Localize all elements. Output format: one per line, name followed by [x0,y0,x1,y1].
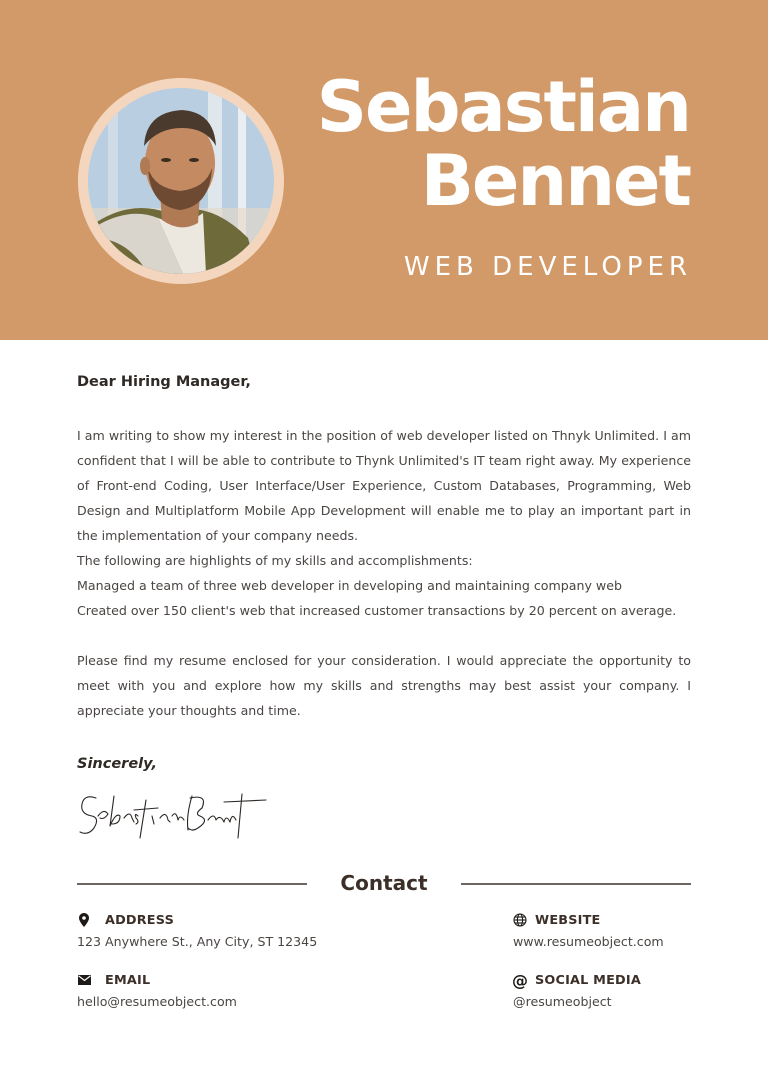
last-name: Bennet [420,140,690,222]
website-value[interactable]: www.resumeobject.com [513,934,664,949]
profile-photo-frame [78,78,284,284]
map-pin-icon [77,913,91,927]
website-label: WEBSITE [535,912,601,928]
first-name: Sebastian [316,66,690,148]
contact-address [77,911,317,951]
header-banner [0,0,768,340]
highlight-item: Managed a team of three web developer in developing and maintaining company web [77,578,622,593]
highlight-item: Created over 150 client's web that increased customer transactions by 20 percent on average. [77,603,677,618]
globe-icon [513,913,527,927]
paragraph-gap [77,623,691,648]
contact-social-media [513,971,641,1011]
divider-right [461,883,691,885]
profile-photo [88,88,274,274]
address-label: ADDRESS [105,912,175,928]
signature [74,786,274,842]
letter-paragraph-intro: I am writing to show my interest in the position of web developer listed on Thnyk Unlimited. I am confident that I will be able to contribute to Thynk Unlimited's IT team right away. My experience of Front-end Coding, User Interface/User Experience, Custom Databases, Programming, Web Design and Multiplatform Mobile App Development will enable me to play an important part in the implementation of your company needs. [77,428,691,543]
closing-line: Sincerely, [77,756,157,772]
contact-website [513,911,664,951]
letter-paragraph-closing: Please find my resume enclosed for your consideration. I would appreciate the opportunity to meet with you and explore how my skills and strengths may best assist your company. I appreciate your thoughts and time. [77,653,691,718]
highlights-intro: The following are highlights of my skills and accomplishments: [77,553,473,568]
at-icon: @ [512,970,528,990]
contact-section-heading [77,868,691,898]
letter-text [77,423,691,723]
candidate-name [316,66,690,222]
job-title: WEB DEVELOPER [403,252,692,282]
contact-title: Contact [340,871,428,895]
address-value: 123 Anywhere St., Any City, ST 12345 [77,934,318,949]
letter-body [77,370,691,723]
social-media-label: SOCIAL MEDIA [535,972,641,988]
signature-image [74,786,274,842]
portrait-image [88,88,274,274]
email-label: EMAIL [105,972,151,988]
salutation: Dear Hiring Manager, [77,374,251,390]
envelope-icon [77,973,91,987]
social-media-value[interactable]: @resumeobject [513,994,612,1009]
contact-email [77,971,237,1011]
email-value[interactable]: hello@resumeobject.com [77,994,237,1009]
